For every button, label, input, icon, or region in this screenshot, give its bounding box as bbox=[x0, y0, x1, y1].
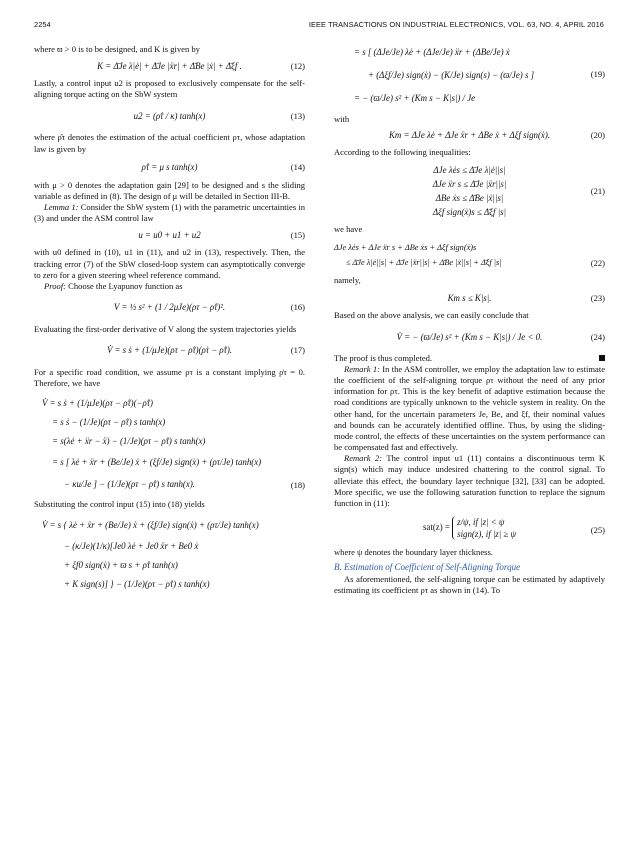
paragraph: where ψ denotes the boundary layer thickness. bbox=[334, 546, 493, 557]
paragraph: with bbox=[334, 114, 350, 124]
equation-21: ΔJe λės ≤ Δ̄Je λ|ė||s| ΔJe ẍr s ≤ Δ̄Je |ẍr||s| ΔBe ẋs ≤ Δ̄Be |ẋ||s| Δξf sign(ẋ)s ≤ Δ̄ξf |s| (21) bbox=[432, 165, 605, 218]
running-header bbox=[34, 20, 604, 32]
paragraph: where ϖ > 0 is to be designed, and K is given by bbox=[34, 44, 200, 54]
paragraph: The proof is thus completed. bbox=[334, 353, 605, 364]
page-number: 2254 bbox=[34, 20, 51, 29]
equation-19-part2: = s [ (ΔJe/Je) λė + (ΔJe/Je) ẍr + (ΔBe/Je) ẋ + (Δξf/Je) sign(ẋ) − (K/Je) sign(s) − (ϖ/Je) s ] = − (ϖ/Je) s² + (Km s − K|s|) / Je (19) bbox=[354, 47, 605, 103]
equation-14: ρ̂̇τ = μ s tanh(x) (14) bbox=[141, 161, 305, 172]
remark-2: Remark 2: The control input u1 (11) contains a discontinuous term K sign(s) which may induce undesired chattering to the control signal. To alleviate this effect, the boundary layer technique [32], [33] can be adopted. More specific, we use the following saturation function to replace the signum function in (11): bbox=[334, 453, 605, 508]
paragraph: Evaluating the first-order derivative of V along the system trajectories yields bbox=[34, 324, 297, 335]
right-column bbox=[334, 40, 605, 596]
left-column bbox=[34, 44, 305, 594]
paragraph: Lastly, a control input u2 is proposed to exclusively compensate for the self-aligning torque acting on the SbW system bbox=[34, 78, 305, 100]
qed-square-icon bbox=[599, 355, 605, 361]
remark-1: Remark 1: In the ASM controller, we employ the adaptation law to estimate the coefficient of the self-aligning torque ρτ without the need of any prior information for ρτ. This is the key benefit of adaptive estimation because the road conditions are typically unknown to the vehicle system in reality. On the other hand, for the uncertain parameters Je, Be, and ξf, their nominal values and bounds can be accurately identified offline. Thus, by using the sliding-mode control, the effects of these uncertainties on the system performance can be compensated fast and effectively. bbox=[334, 363, 605, 453]
paragraph: where ρ̂τ denotes the estimation of the actual coefficient ρτ, whose adaptation law is given by bbox=[34, 132, 305, 154]
lemma-1: Lemma 1: Consider the SbW system (1) with the parametric uncertainties in (3) and under the ASM control law bbox=[34, 202, 306, 224]
equation-12: K = Δ̄Je λ|ė| + Δ̄Je |ẍr| + Δ̄Be |ẋ| + Δ̄ξf . (12) bbox=[97, 61, 305, 72]
paragraph: with μ > 0 denotes the adaptation gain [29] to be designed and s the sliding variable as defined in (8). The design of μ will be detailed in Section III-B. bbox=[34, 179, 305, 201]
equation-17: V̇ = s ṡ + (1/μJe)(ρτ − ρ̂τ)(ρ̇τ − ρ̂̇τ). (17) bbox=[106, 345, 305, 356]
paragraph: namely, bbox=[334, 275, 361, 286]
paragraph: As aforementioned, the self-aligning torque can be estimated by adaptively estimating its coefficient ρτ as shown in (14). To bbox=[334, 574, 605, 596]
proof: Proof: Choose the Lyapunov function as bbox=[44, 280, 183, 291]
paragraph: For a specific road condition, we assume ρτ is a constant implying ρ̇τ = 0. Therefore, we have bbox=[34, 367, 305, 389]
section-heading: B. Estimation of Coefficient of Self-Aligning Torque bbox=[334, 562, 521, 573]
equation-19-part1: V̇ = s { λė + ẍr + (Be/Je) ẋ + (ξf/Je) sign(ẋ) + (ρτ/Je) tanh(x) − (κ/Je)(1/κ)[Je0 λė + Je0 ẍr + Be0 ẋ + ξf0 sign(ẋ) + ϖ s + ρ̂τ tanh(x) + K sign(s)] } − (1/Je)(ρτ − ρ̂τ) s tanh(x) bbox=[42, 519, 259, 589]
equation-24: V̇ = − (ϖ/Je) s² + (Km s − K|s|) / Je < 0. (24) bbox=[396, 331, 605, 342]
journal-title: IEEE TRANSACTIONS ON INDUSTRIAL ELECTRONICS, VOL. 63, NO. 4, APRIL 2016 bbox=[308, 20, 604, 29]
paragraph: Substituting the control input (15) into (18) yields bbox=[34, 498, 205, 509]
equation-22: ΔJe λės + ΔJe ẍr s + ΔBe ẋs + Δξf sign(ẋ)s ≤ Δ̄Je λ|ė||s| + Δ̄Je |ẍr||s| + Δ̄Be |ẋ||s| + Δ̄ξf |s| (22) bbox=[334, 243, 605, 269]
paragraph: we have bbox=[334, 224, 363, 235]
equation-13: u2 = (ρ̂τ / κ) tanh(x) (13) bbox=[133, 111, 305, 122]
paragraph: with u0 defined in (10), u1 in (11), and u2 in (13), respectively. Then, the tracking error (7) of the SbW closed-loop system can asymptotically converge to zero for a given steering wheel reference command. bbox=[34, 247, 305, 280]
equation-16: V = ½ s² + (1 / 2μJe)(ρτ − ρ̂τ)². (16) bbox=[113, 302, 305, 313]
equation-25: sat(z) = z/ψ, if |z| < ψ sign(z), if |z| ≥ ψ (25) bbox=[422, 516, 605, 539]
equation-20: Km = ΔJe λė + ΔJe ẍr + ΔBe ẋ + Δξf sign(ẋ). (20) bbox=[388, 130, 605, 141]
equation-23: Km s ≤ K|s|. (23) bbox=[447, 292, 605, 303]
paragraph: According to the following inequalities: bbox=[334, 147, 471, 158]
paragraph: Based on the above analysis, we can easily conclude that bbox=[334, 309, 529, 320]
equation-15: u = u0 + u1 + u2 (15) bbox=[138, 230, 305, 241]
equation-18: V̇ = s ṡ + (1/μJe)(ρτ − ρ̂τ)(−ρ̂̇τ) = s ṡ − (1/Je)(ρτ − ρ̂τ) s tanh(x) = s(λė + ẍr − ẍ) − (1/Je)(ρτ − ρ̂τ) s tanh(x) = s [ λė + ẍr + (Be/Je) ẋ + (ξf/Je) sign(ẋ) + (ρτ/Je) tanh(x) − κu/Je ] − (1/Je)(ρτ − ρ̂τ) s tanh(x). (18) bbox=[42, 397, 305, 490]
